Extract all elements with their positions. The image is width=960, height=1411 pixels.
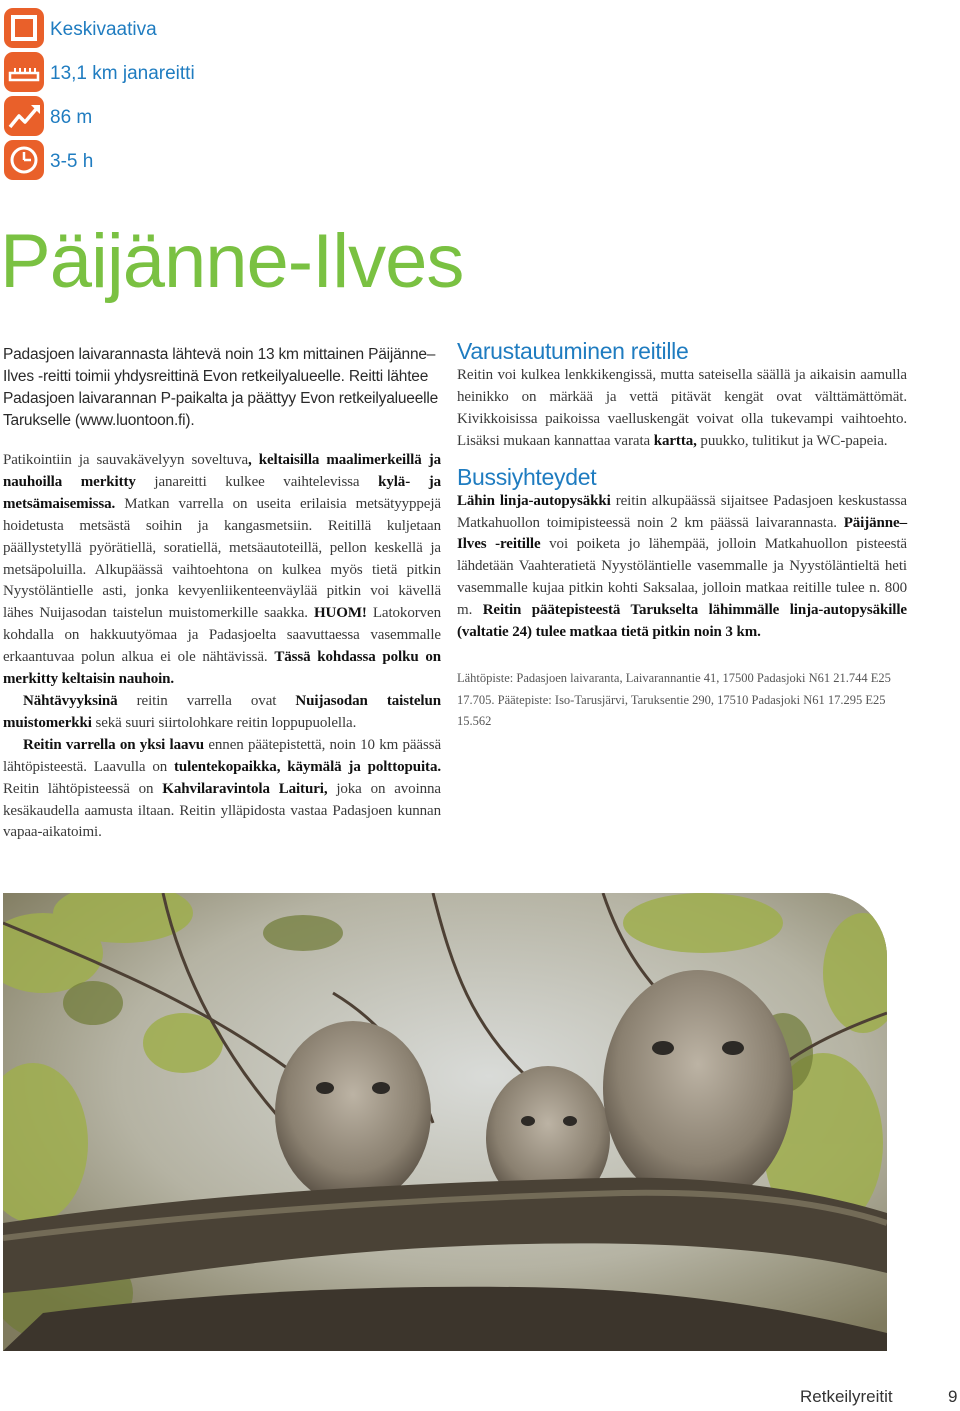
text-span-bold: Kahvilaravintola Laituri, (162, 780, 328, 797)
clock-icon (4, 140, 44, 180)
side-info (457, 337, 907, 733)
equipment-heading: Varustautuminen reitille (457, 338, 689, 364)
text-span-bold: kartta, (653, 432, 697, 449)
intro-text: Padasjoen laivarannasta lähtevä noin 13 km mittainen Päijänne–Ilves -reitti toimii yhdysreittinä Evon retkeilyalueelle. Reitti lähtee Padasjoen laivarannan P-paikalta ja päättyy Evon retkeilyalueelle Tarukselle (www.luontoon.fi). (3, 346, 439, 429)
page-number: 9 (948, 1387, 958, 1406)
main-body (3, 450, 441, 844)
body-paragraph-sights (3, 691, 441, 735)
text-span: Reitin voi kulkea lenkkikengissä, mutta sateisella säällä ja aikaisin aamulla heinikko on märkää ja vettä pitävät kengät ovat välttämättömät. Kivikkoisissa paikoissa vaelluskengät voivat olla tukevampi vaihtoehto. Lisäksi mukaan kannattaa varata (457, 367, 907, 449)
text-span-bold: Reitin varrella on yksi laavu (23, 736, 205, 753)
ruler-icon (4, 52, 44, 92)
elevation-text: 86 m (50, 107, 93, 128)
page-title: Päijänne-Ilves (0, 219, 464, 304)
elevation-trend-icon (4, 96, 44, 136)
page-footer (0, 1387, 960, 1411)
bus-heading: Bussiyhteydet (457, 463, 597, 490)
text-span-bold: Nähtävyyksinä (23, 692, 118, 709)
footer-label: Retkeilyreitit (800, 1387, 893, 1406)
duration-text: 3-5 h (50, 151, 94, 172)
owl-photo (3, 893, 887, 1351)
text-span: Matkan varrella on useita erilaisia metsätyyppejä hoidetusta metsästä soihin ja kangasmetsiin. Reitillä kuljetaan päällystetyllä pyörätiellä, soratiellä, metsäautoteillä, pellon keskellä ja metsäpoluilla. Alkupäässä vaihtoehtona on kulkea myös tietä pitkin Nyystöläntielle asti, jonka kevyenliikenteenväylää pitkin voi kävellä lähes Nuijasodan taistelun muistomerkille saakka. (3, 495, 441, 622)
distance-text: 13,1 km janareitti (50, 63, 195, 84)
text-span-bold: Nuijasodan taistelun muistomerkki (3, 692, 441, 731)
body-paragraph-shelter (3, 735, 441, 845)
difficulty-text: Keskivaativa (50, 19, 157, 40)
text-span-bold: Lähin linja-autopysäkki (457, 492, 611, 509)
difficulty-square-icon (4, 8, 44, 48)
text-span-bold: tulentekopaikka, käymälä ja polttopuita. (174, 758, 441, 775)
text-span: reitin alkupäässä sijaitsee Padasjoen keskustassa Matkahuollon toimipisteessä noin 2 km päässä laivarannasta. (457, 492, 907, 531)
text-span: joka on avoinna kesäkaudella aamusta iltaan. Reitin ylläpidosta vastaa Padasjoen kunnan vapaa-aikatoimi. (3, 780, 441, 841)
text-span-bold: , keltaisilla maalimerkeillä ja nauhoilla merkitty (3, 452, 441, 490)
text-span: Latokorven kohdalla on hakkuutyömaa ja Padasjoelta saavuttaessa vasemmalle erkaantuvaa polun alkua ei ole nähtävissä. (3, 605, 441, 666)
body-paragraph-route (3, 450, 441, 691)
text-span: ennen päätepistettä, noin 10 km päässä lähtöpisteestä. Laavulla on (3, 736, 441, 775)
text-span-bold: kylä- ja metsämaisemissa. (3, 473, 442, 512)
text-span-bold: HUOM! (313, 605, 367, 622)
text-span: voi poiketa jo lähempää, jolloin Matkahuollon pisteestä lähdetään Vaahteratietä Nyystöläntielle vasemmalle ja Nyystöläntieltä heti vasemmalle kujaa pitkin kohti Saksalaa, jolloin matkaa reitille tulee n. 800 m. (457, 536, 907, 619)
text-span-bold: Tässä kohdassa polku on merkitty keltaisin nauhoin. (3, 649, 441, 688)
text-span: puukko, tulitikut ja WC-papeia. (696, 432, 888, 449)
bus-text (457, 491, 907, 644)
text-span-bold: Päijänne–Ilves -reitille (457, 514, 907, 553)
text-span: reitin varrella ovat (117, 692, 296, 709)
route-location-meta: Lähtöpiste: Padasjoen laivaranta, Laivarannantie 41, 17500 Padasjoki N61 21.744 E25 17.705. Päätepiste: Iso-Tarusjärvi, Taruksentie 290, 17510 Padasjoki N61 17.295 E25 15.562 (457, 670, 891, 729)
text-span: janareitti kulkee vaihtelevissa (135, 473, 379, 490)
text-span: Reitin lähtöpisteessä on (3, 780, 163, 797)
text-span: sekä suuri siirtolohkare reitin loppupuolella. (91, 714, 357, 731)
equipment-text (457, 365, 907, 453)
text-span-bold: Reitin päätepisteestä Tarukselta lähimmälle linja-autopysäkille (valtatie 24) tulee matkaa tietä pitkin noin 3 km. (457, 602, 907, 641)
text-span: Patikointiin ja sauvakävelyyn soveltuva (3, 452, 249, 468)
